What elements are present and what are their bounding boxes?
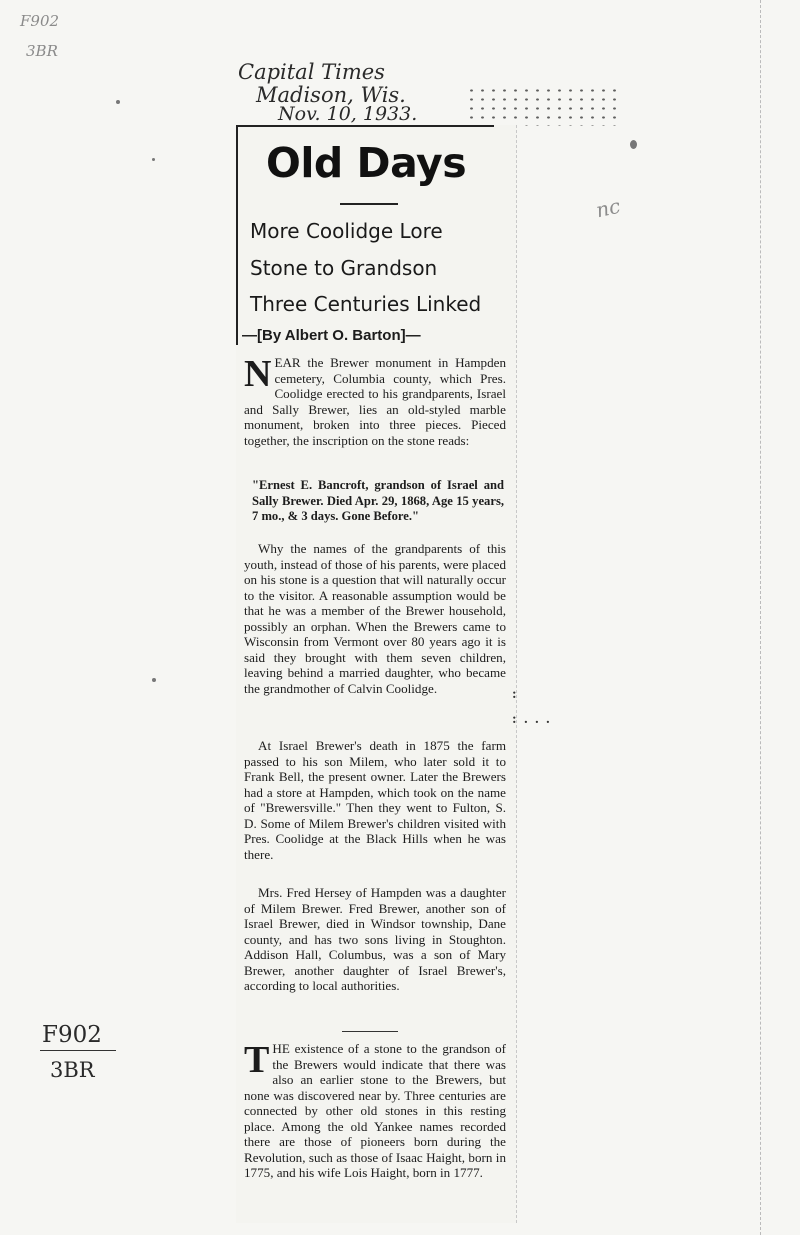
file-code-handwritten: F902 [42, 1022, 102, 1048]
source-newspaper-handwritten: Capital Times [238, 60, 385, 84]
subhead-1: More Coolidge Lore [250, 219, 443, 243]
ink-speck [152, 158, 155, 161]
inscription-quote: "Ernest E. Bancroft, grandson of Israel and Sally Brewer. Died Apr. 29, 1868, Age 15 years, 7 mo., & 3 days. Gone Before." [252, 478, 504, 523]
file-code-rule [40, 1050, 116, 1051]
paragraph-3: At Israel Brewer's death in 1875 the farm passed to his son Milem, who later sold it to Frank Bell, the present owner. Later the Brewers had a store at Hampden, which took on the name of "Brewersville." Then they went to Fulton, S. D. Some of Milem Brewer's children visited with Pres. Coolidge at the Black Hills when he was there. [244, 738, 506, 862]
paragraph-5 [244, 1041, 506, 1181]
source-date-handwritten: Nov. 10, 1933. [278, 103, 418, 125]
pencil-dot-marks: : . . . [512, 712, 552, 727]
section-separator [342, 1031, 398, 1032]
paragraph-2: Why the names of the grandparents of this youth, instead of those of his parents, were placed on his stone is a question that will naturally occur to the visitor. A reasonable assumption would be that he was a member of the Brewer household, possibly an orphan. When the Brewers came to Wisconsin from Vermont over 80 years ago it is said they brought with them seven children, leaving behind a married daughter, who became the grandmother of Calvin Coolidge. [244, 541, 506, 696]
perforation-dots [466, 86, 616, 126]
file-code-2-handwritten: 3BR [50, 1058, 95, 1082]
ink-speck [630, 140, 637, 149]
corner-code-handwritten: F902 [20, 12, 60, 30]
drop-cap: N [244, 353, 272, 395]
subhead-3: Three Centuries Linked [250, 292, 482, 316]
page-edge-line [760, 0, 761, 1235]
margin-mark-handwritten: nc [593, 193, 623, 223]
newspaper-clipping [236, 125, 517, 1223]
paragraph-4: Mrs. Fred Hersey of Hampden was a daughter of Milem Brewer. Fred Brewer, another son of Israel Brewer, died in Windsor township, Dane county, and has two sons living in Stoughton. Addison Hall, Columbus, was a son of Mary Brewer, another daughter of Israel Brewer's, according to local authorities. [244, 885, 506, 993]
paragraph-5-text: HE existence of a stone to the grandson of the Brewers would indicate that there was also an earlier stone to the Brewers, but none was discovered near by. Three centuries are connected by other old stones in this resting place. Among the old Yankee names recorded there are those of pioneers born during the Revolution, such as those of Isaac Haight, born in 1775, and his wife Lois Haight, born in 1777. [244, 1041, 506, 1180]
subhead-2: Stone to Grandson [250, 256, 438, 280]
pencil-dot-marks: : [512, 687, 519, 702]
ink-speck [152, 678, 156, 682]
drop-cap: T [244, 1039, 270, 1081]
corner-code-2-handwritten: 3BR [26, 42, 58, 60]
byline: —[By Albert O. Barton]— [242, 327, 421, 344]
paragraph-1-text: EAR the Brewer monument in Hampden cemetery, Columbia county, which Pres. Coolidge erected to his grandparents, Israel and Sally Brewer, lies an old-styled marble monument, broken into three pieces. Pieced together, the inscription on the stone reads: [244, 355, 506, 448]
headline: Old Days [266, 139, 467, 187]
headline-rule [340, 203, 398, 205]
paragraph-1 [244, 355, 506, 448]
source-city-handwritten: Madison, Wis. [256, 83, 406, 107]
ink-speck [116, 100, 120, 104]
